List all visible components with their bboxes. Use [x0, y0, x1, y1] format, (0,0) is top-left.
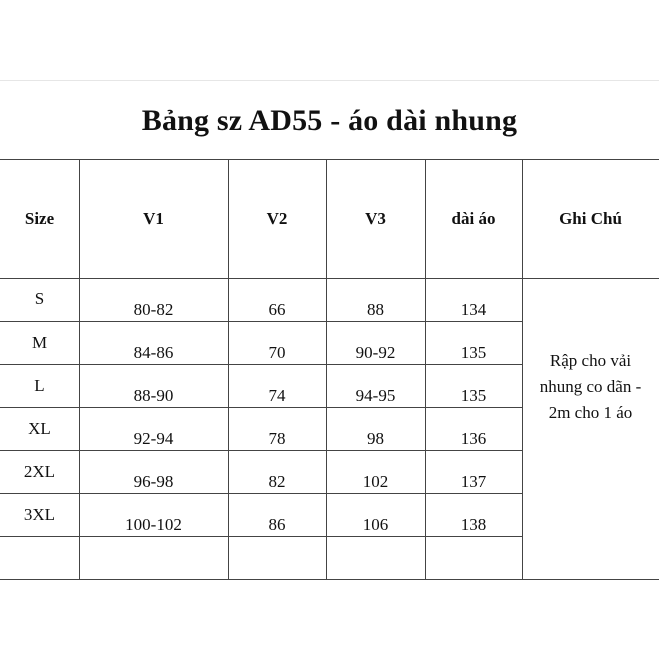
cell-length: 135 [460, 386, 487, 405]
row-divider [0, 407, 522, 408]
cell-v2: 70 [268, 343, 286, 362]
header-size: Size [24, 209, 55, 228]
header-v1: V1 [143, 209, 164, 228]
cell-v3: 88 [367, 300, 384, 319]
cell-v1: 100-102 [125, 515, 182, 534]
header-v3: V3 [365, 209, 386, 228]
note-text [522, 348, 659, 426]
note-line: Rập cho vải [549, 351, 632, 370]
cell-v3: 102 [362, 472, 389, 491]
table-bottom [0, 579, 659, 580]
row-divider [0, 493, 522, 494]
cell-length: 138 [460, 515, 487, 534]
cell-v2: 82 [268, 472, 286, 491]
header-note: Ghi Chú [559, 209, 622, 228]
cell-size: XL [28, 419, 51, 438]
cell-v3: 94-95 [355, 386, 396, 405]
cell-size: 3XL [23, 505, 56, 524]
row-divider [0, 364, 522, 365]
cell-v2: 74 [268, 386, 286, 405]
cell-length: 134 [460, 300, 487, 319]
cell-v3: 106 [362, 515, 389, 534]
page-title: Bảng sz AD55 - áo dài nhung [141, 104, 518, 137]
cell-v3: 98 [367, 429, 384, 448]
row-divider [0, 536, 522, 537]
cell-v1: 92-94 [133, 429, 174, 448]
header-v2: V2 [266, 209, 288, 228]
row-divider [0, 450, 522, 451]
cell-v1: 80-82 [133, 300, 174, 319]
cell-v2: 86 [268, 515, 286, 534]
cell-size: S [34, 289, 45, 308]
row-divider [0, 321, 522, 322]
cell-length: 135 [460, 343, 487, 362]
note-line: nhung co dãn - [539, 377, 642, 396]
cell-size: 2XL [23, 462, 56, 481]
cell-v3: 90-92 [355, 343, 396, 362]
cell-length: 137 [460, 472, 487, 491]
cell-v2: 78 [268, 429, 286, 448]
cell-v1: 88-90 [133, 386, 174, 405]
cell-size: L [34, 376, 45, 395]
cell-v1: 96-98 [133, 472, 174, 491]
cell-length: 136 [460, 429, 487, 448]
note-line: 2m cho 1 áo [548, 403, 633, 422]
header-length: dài áo [451, 209, 496, 228]
header-divider [0, 278, 659, 279]
cell-v2: 66 [268, 300, 286, 319]
cell-v1: 84-86 [133, 343, 174, 362]
cell-size: M [31, 333, 48, 352]
